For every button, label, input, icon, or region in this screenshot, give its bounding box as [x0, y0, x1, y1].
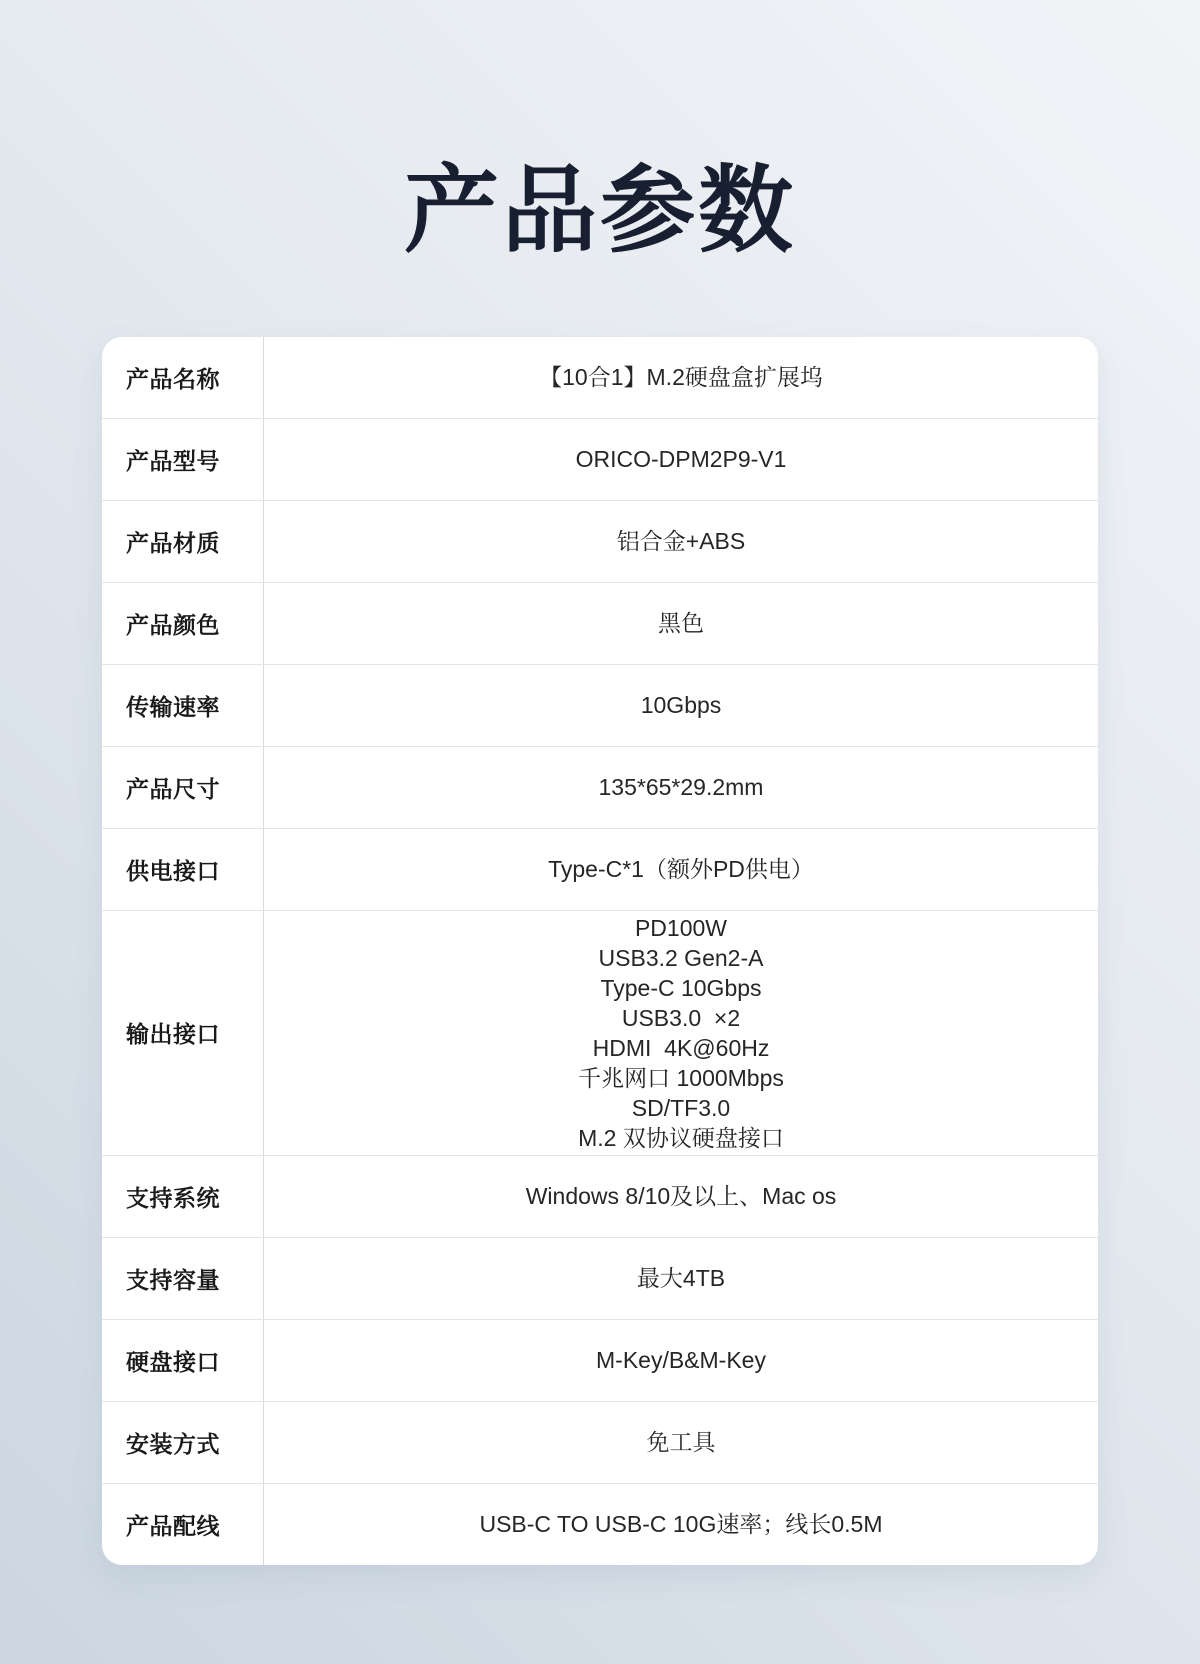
row-label: 产品颜色	[102, 583, 264, 664]
row-value	[264, 1156, 1098, 1237]
value-line: 黑色	[658, 610, 704, 637]
row-value	[264, 337, 1098, 418]
table-row	[102, 1320, 1098, 1402]
row-label: 支持系统	[102, 1156, 264, 1237]
value-line: Type-C*1（额外PD供电）	[548, 856, 814, 883]
value-line: 最大4TB	[636, 1265, 726, 1292]
value-line: USB-C TO USB-C 10G速率；线长0.5M	[479, 1511, 883, 1538]
row-label: 产品型号	[102, 419, 264, 500]
page-title: 产品参数	[403, 157, 796, 264]
table-row	[102, 1156, 1098, 1238]
row-label: 产品材质	[102, 501, 264, 582]
table-row	[102, 1402, 1098, 1484]
row-value	[264, 665, 1098, 746]
row-value	[264, 1484, 1098, 1565]
row-label: 安装方式	[102, 1402, 264, 1483]
value-line: 千兆网口 1000Mbps	[578, 1064, 784, 1091]
value-line: USB3.0 ×2	[621, 1004, 741, 1031]
value-line: 135*65*29.2mm	[598, 774, 764, 801]
row-label: 支持容量	[102, 1238, 264, 1319]
value-line: 【10合1】M.2硬盘盒扩展坞	[539, 364, 823, 391]
spec-table	[102, 337, 1098, 1565]
row-label: 输出接口	[102, 911, 264, 1155]
row-value	[264, 501, 1098, 582]
table-row	[102, 911, 1098, 1156]
value-line: 铝合金+ABS	[616, 528, 746, 555]
row-label: 硬盘接口	[102, 1320, 264, 1401]
value-line: PD100W	[634, 914, 728, 941]
table-row	[102, 747, 1098, 829]
row-value	[264, 1320, 1098, 1401]
row-value	[264, 583, 1098, 664]
row-value	[264, 1238, 1098, 1319]
value-line: Type-C 10Gbps	[600, 974, 762, 1001]
value-line: Windows 8/10及以上、Mac os	[525, 1183, 837, 1210]
table-row	[102, 419, 1098, 501]
value-line: 10Gbps	[640, 692, 722, 719]
table-row	[102, 501, 1098, 583]
row-value	[264, 747, 1098, 828]
value-line: M-Key/B&M-Key	[596, 1347, 766, 1374]
table-row	[102, 337, 1098, 419]
table-row	[102, 1238, 1098, 1320]
row-label: 传输速率	[102, 665, 264, 746]
value-line: HDMI 4K@60Hz	[592, 1034, 770, 1061]
row-label: 产品配线	[102, 1484, 264, 1565]
table-row	[102, 1484, 1098, 1565]
table-row	[102, 583, 1098, 665]
row-label: 供电接口	[102, 829, 264, 910]
value-line: ORICO-DPM2P9-V1	[575, 446, 787, 473]
value-line: M.2 双协议硬盘接口	[578, 1124, 784, 1151]
value-line: 免工具	[646, 1429, 716, 1456]
row-value	[264, 419, 1098, 500]
value-line: USB3.2 Gen2-A	[598, 944, 764, 971]
row-label: 产品尺寸	[102, 747, 264, 828]
value-line: SD/TF3.0	[631, 1094, 731, 1121]
table-row	[102, 665, 1098, 747]
table-row	[102, 829, 1098, 911]
row-label: 产品名称	[102, 337, 264, 418]
row-value	[264, 911, 1098, 1155]
row-value	[264, 1402, 1098, 1483]
row-value	[264, 829, 1098, 910]
